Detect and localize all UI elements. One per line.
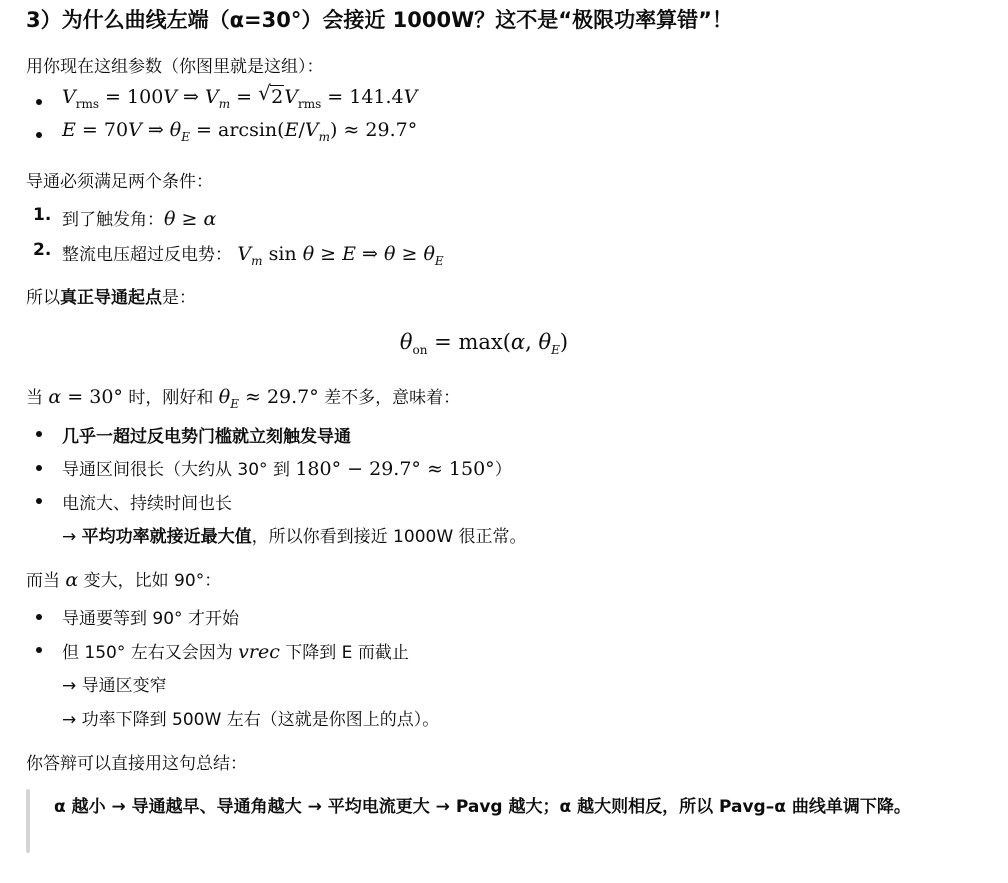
list-item: 导通区间很长（大约从 30° 到 180° − 29.7° ≈ 150°） bbox=[62, 458, 512, 480]
list-item: 导通要等到 90° 才开始 bbox=[62, 609, 239, 629]
summary-intro: 你答辩可以直接用这句总结： bbox=[26, 754, 247, 774]
params-intro: 用你现在这组参数（你图里就是这组）： bbox=[26, 57, 324, 77]
condition-trigger: 到了触发角：θ ≥ α bbox=[62, 208, 217, 230]
bullet-dot bbox=[36, 132, 42, 138]
bullet-dot bbox=[36, 431, 42, 437]
conditions-intro: 导通必须满足两个条件： bbox=[26, 172, 213, 192]
alpha-large-text: 而当 α 变大，比如 90°： bbox=[26, 569, 222, 591]
list-item: 几乎一超过反电势门槛就立刻触发导通 bbox=[62, 427, 351, 447]
vrms-equation: $V_{rms} = 100V$ ⇒ $V_m$ = √ $2V_{rms} = 141.4V$ bbox=[62, 81, 418, 111]
bullet-dot bbox=[36, 614, 42, 620]
theta-on-formula: $\theta_{on} = \max(\alpha$, $\theta_E$) bbox=[399, 330, 569, 357]
summary-blockquote: α 越小 → 导通越早、导通角越大 → 平均电流更大 → Pavg 越大；α 越大则相反，所以 Pavg–α 曲线单调下降。 bbox=[54, 797, 911, 817]
arrow-line: → 功率下降到 500W 左右（这就是你图上的点）。 bbox=[62, 710, 440, 730]
condition-number: 2. bbox=[33, 240, 52, 260]
arrow-line: → 导通区变窄 bbox=[62, 676, 167, 696]
condition-voltage: 整流电压超过反电势： $V_m$ sin θ ≥ E ⇒ $\theta \ge \theta_E$ bbox=[62, 243, 444, 268]
arrow-line: → 平均功率就接近最大值，所以你看到接近 1000W 很正常。 bbox=[62, 527, 527, 547]
bullet-dot bbox=[36, 498, 42, 504]
sqrt-symbol: √ 2 bbox=[258, 81, 284, 108]
blockquote-bar bbox=[26, 789, 30, 853]
bullet-dot bbox=[36, 647, 42, 653]
bullet-dot bbox=[36, 465, 42, 471]
conduction-start-text: 所以真正导通起点是： bbox=[26, 288, 196, 308]
section-heading: 3）为什么曲线左端（α=30°）会接近 1000W？这不是“极限功率算错”！ bbox=[26, 8, 733, 32]
theta-e-equation: E = 70V ⇒ $\theta_E = \arcsin(E/V_m) \approx 29.7^\circ$ bbox=[62, 119, 418, 144]
condition-number: 1. bbox=[33, 205, 52, 225]
alpha-30-text: 当 α = 30° 时，刚好和 $\theta_E \approx 29.7^\circ$ 差不多，意味着： bbox=[26, 386, 461, 411]
bullet-dot bbox=[36, 99, 42, 105]
list-item: 但 150° 左右又会因为 vrec 下降到 E 而截止 bbox=[62, 641, 409, 663]
list-item: 电流大、持续时间也长 bbox=[62, 494, 232, 514]
